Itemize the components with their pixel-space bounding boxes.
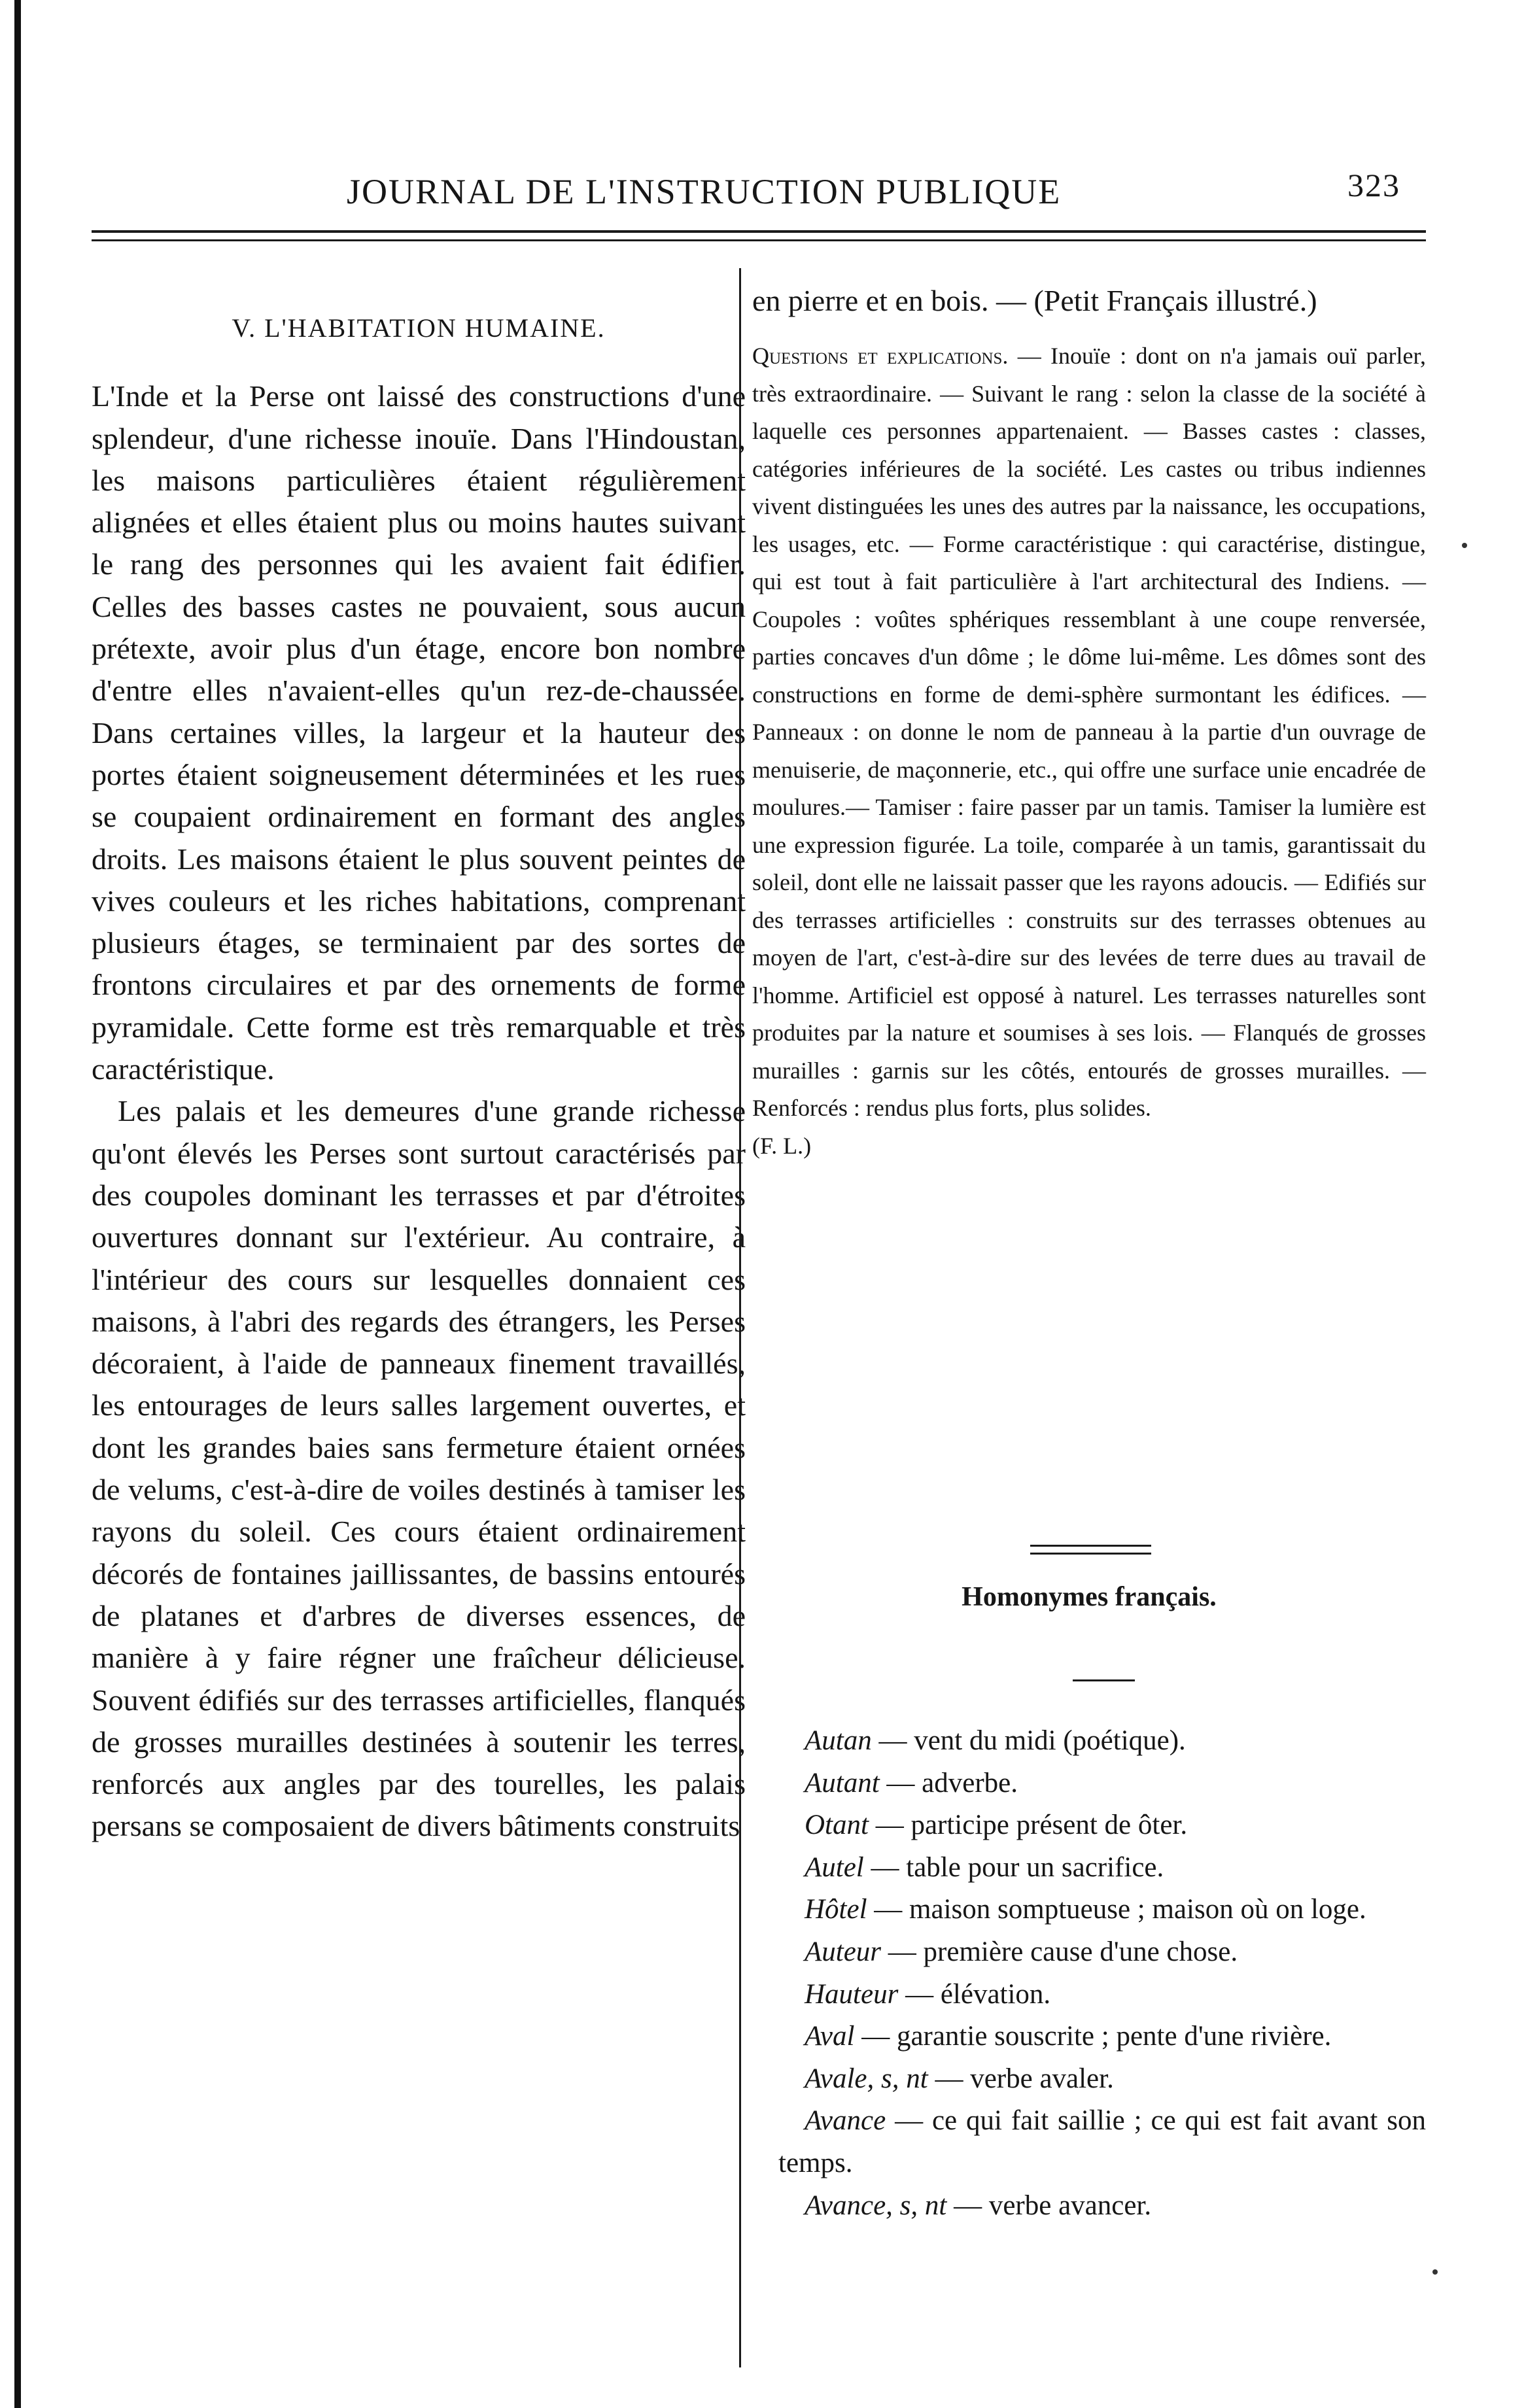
- homonym-entry: [778, 2185, 1426, 2227]
- scan-speck: [1462, 543, 1467, 548]
- scan-speck: [1432, 2269, 1438, 2275]
- questions-block: [752, 337, 1426, 1127]
- page-number: 323: [1347, 167, 1400, 203]
- page-edge: [14, 0, 21, 2408]
- questions-label: Questions et explications.: [752, 343, 1009, 369]
- homonym-entry: [778, 2100, 1426, 2184]
- homonym-word: Avale, s, nt: [805, 2063, 928, 2094]
- homonym-definition: — maison somptueuse ; maison où on loge.: [874, 1894, 1366, 1925]
- homonym-definition: — verbe avancer.: [954, 2190, 1152, 2221]
- right-column: [752, 281, 1426, 1165]
- short-rule: [1073, 1679, 1135, 1681]
- homonym-entry: [778, 1847, 1426, 1889]
- homonym-word: Avance, s, nt: [805, 2190, 947, 2221]
- homonyms-title: Homonymes français.: [962, 1582, 1217, 1612]
- separator-rule-top: [1030, 1545, 1151, 1547]
- questions-text: — Inouïe : dont on n'a jamais ouï parler, très extraordinaire. — Suivant le rang : selon la classe de la société à laquelle ces personnes appartenaient. — Basses castes : classes, catégories inférieures de la société. Les castes ou tribus indiennes vivent distinguées les unes des autres par la naissance, les occupations, les usages, etc. — Forme caractéristique : qui caractérise, distingue, qui est tout à fait particulière à l'art architectural des Indiens. — Coupoles : voûtes sphériques ressemblant à une coupe renversée, parties concaves d'un dôme ; le dôme lui-même. Les dômes sont des constructions en forme de demi-sphère surmontant les édifices. — Panneaux : on donne le nom de panneau à la partie d'un ouvrage de menuiserie, de maçonnerie, etc., qui offre une surface unie encadrée de moulures.— Tamiser : faire passer par un tamis. Tamiser la lumière est une expression figurée. La toile, comparée à un tamis, garantissait du soleil, dont elle ne laissait passer que les rayons adoucis. — Edifiés sur des terrasses artificielles : construits sur des terrasses obtenues au moyen de l'art, c'est-à-dire sur des levées de terre dues au travail de l'homme. Artificiel est opposé à naturel. Les terrasses naturelles sont produites par la nature et soumises à ses lois. — Flanqués de grosses murailles : garnis sur les côtés, entourés de grosses murailles. — Renforcés : rendus plus forts, plus solides.: [752, 343, 1427, 1121]
- homonym-definition: — première cause d'une chose.: [888, 1936, 1238, 1967]
- homonym-definition: — vent du midi (poétique).: [878, 1725, 1186, 1756]
- homonym-definition: — élévation.: [905, 1978, 1051, 2010]
- separator-rule-bottom: [1030, 1553, 1151, 1555]
- homonyms-list: [778, 1720, 1426, 2227]
- homonym-entry: [778, 1804, 1426, 1847]
- homonym-word: Hauteur: [805, 1978, 899, 2010]
- paragraph-1: L'Inde et la Perse ont laissé des constructions d'une splendeur, d'une richesse inouïe. Dans l'Hindoustan, les maisons particulières étaient régulièrement alignées et elles étaient plus ou moins hautes suivant le rang des personnes qui les avaient fait édifier. Celles des basses castes ne pouvaient, sous aucun prétexte, avoir plus d'un étage, encore bon nombre d'entre elles n'avaient-elles qu'un rez-de-chaussée. Dans certaines villes, la largeur et la hauteur des portes étaient soigneusement déterminées et les rues se coupaient ordinairement en formant des angles droits. Les maisons étaient le plus souvent peintes de vives couleurs et les riches habitations, comprenant plusieurs étages, se terminaient par des sortes de frontons circulaires et par des ornements de forme pyramidale. Cette forme est très remarquable et très caractéristique.: [92, 379, 746, 1086]
- homonym-definition: — participe présent de ôter.: [875, 1810, 1188, 1841]
- author-signature: (F. L.): [752, 1132, 812, 1159]
- section-title: V. L'HABITATION HUMAINE.: [232, 313, 606, 343]
- homonym-word: Autan: [805, 1725, 872, 1756]
- homonym-word: Autel: [805, 1851, 864, 1883]
- homonym-entry: [778, 1720, 1426, 1763]
- continuation-text: en pierre et en bois. — (Petit Français illustré.): [752, 284, 1317, 317]
- homonym-word: Aval: [805, 2021, 855, 2052]
- homonym-entry: [778, 1889, 1426, 1931]
- homonym-definition: — adverbe.: [886, 1767, 1018, 1798]
- paragraph-2: Les palais et les demeures d'une grande richesse qu'ont élevés les Perses sont surtout caractérisés par des coupoles dominant les terrasses et par d'étroites ouvertures donnant sur l'extérieur. Au contraire, à l'intérieur des cours sur lesquelles donnaient ces maisons, à l'abri des regards des étrangers, les Perses décoraient, à l'aide de panneaux finement travaillés, les entourages de leurs salles largement ouvertes, et dont les grandes baies sans fermeture étaient ornées de velums, c'est-à-dire de voiles destinés à tamiser les rayons du soleil. Ces cours étaient ordinairement décorés de fontaines jaillissantes, de bassins entourés de platanes et d'arbres de diverses essences, de manière à y faire régner une fraîcheur délicieuse. Souvent édifiés sur des terrasses artificielles, flanqués de grosses murailles destinées à soutenir les terres, renforcés aux angles par des tourelles, les palais persans se composaient de divers bâtiments construits: [92, 1094, 746, 1843]
- homonym-word: Avance: [805, 2105, 886, 2137]
- journal-title: JOURNAL DE L'INSTRUCTION PUBLIQUE: [347, 172, 1062, 211]
- homonym-definition: — verbe avaler.: [935, 2063, 1114, 2094]
- homonym-definition: — table pour un sacrifice.: [871, 1851, 1164, 1883]
- homonym-entry: [778, 1931, 1426, 1974]
- homonym-word: Hôtel: [805, 1894, 867, 1925]
- homonym-word: Auteur: [805, 1936, 882, 1967]
- running-header: [347, 167, 1459, 217]
- homonym-entry: [778, 1974, 1426, 2016]
- homonym-definition: — garantie souscrite ; pente d'une rivière.: [861, 2021, 1332, 2052]
- homonym-entry: [778, 2016, 1426, 2058]
- header-rule-top: [92, 230, 1426, 233]
- left-column: [92, 307, 746, 1848]
- homonym-definition: — ce qui fait saillie ; ce qui est fait avant son temps.: [778, 2105, 1427, 2178]
- homonym-word: Otant: [805, 1810, 869, 1841]
- homonym-entry: [778, 2058, 1426, 2101]
- homonym-word: Autant: [805, 1767, 880, 1798]
- header-rule-bottom: [92, 239, 1426, 241]
- homonym-entry: [778, 1763, 1426, 1805]
